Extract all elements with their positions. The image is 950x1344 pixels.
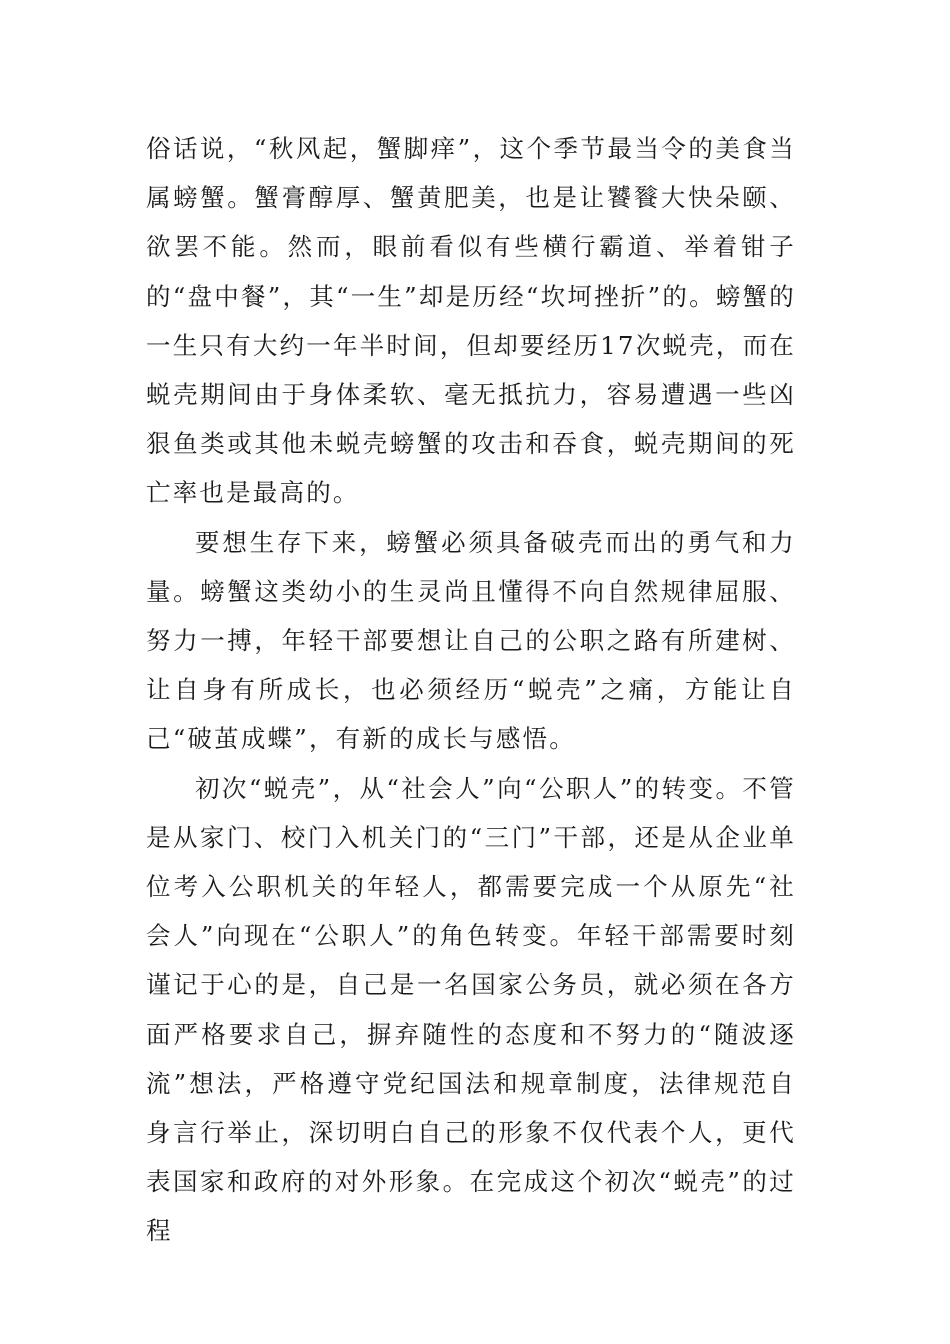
paragraph-3: 初次“蜕壳”，从“社会人”向“公职人”的转变。不管是从家门、校门入机关门的“三门”干部，还是从企业单位考入公职机关的年轻人，都需要完成一个从原先“社会人”向现在“公职人”的角色转变。年轻干部需要时刻谨记于心的是，自己是一名国家公务员，就必须在各方面严格要求自己，摒弃随性的态度和不努力的“随波逐流”想法，严格遵守党纪国法和规章制度，法律规范自身言行举止，深切明白自己的形象不仅代表个人，更代表国家和政府的对外形象。在完成这个初次“蜕壳”的过程: [146, 773, 796, 1246]
document-body: [146, 124, 796, 1256]
paragraph-2: 要想生存下来，螃蟹必须具备破壳而出的勇气和力量。螃蟹这类幼小的生灵尚且懂得不向自然规律屈服、努力一搏，年轻干部要想让自己的公职之路有所建树、让自身有所成长，也必须经历“蜕壳”之痛，方能让自己“破茧成蝶”，有新的成长与感悟。: [146, 527, 796, 754]
paragraph-1: 俗话说，“秋风起，蟹脚痒”，这个季节最当令的美食当属螃蟹。蟹膏醇厚、蟹黄肥美，也是让饕餮大快朵颐、欲罢不能。然而，眼前看似有些横行霸道、举着钳子的“盘中餐”，其“一生”却是历经“坎坷挫折”的。螃蟹的一生只有大约一年半时间，但却要经历17次蜕壳，而在蜕壳期间由于身体柔软、毫无抵抗力，容易遭遇一些凶狠鱼类或其他未蜕壳螃蟹的攻击和吞食，蜕壳期间的死亡率也是最高的。: [146, 134, 796, 508]
